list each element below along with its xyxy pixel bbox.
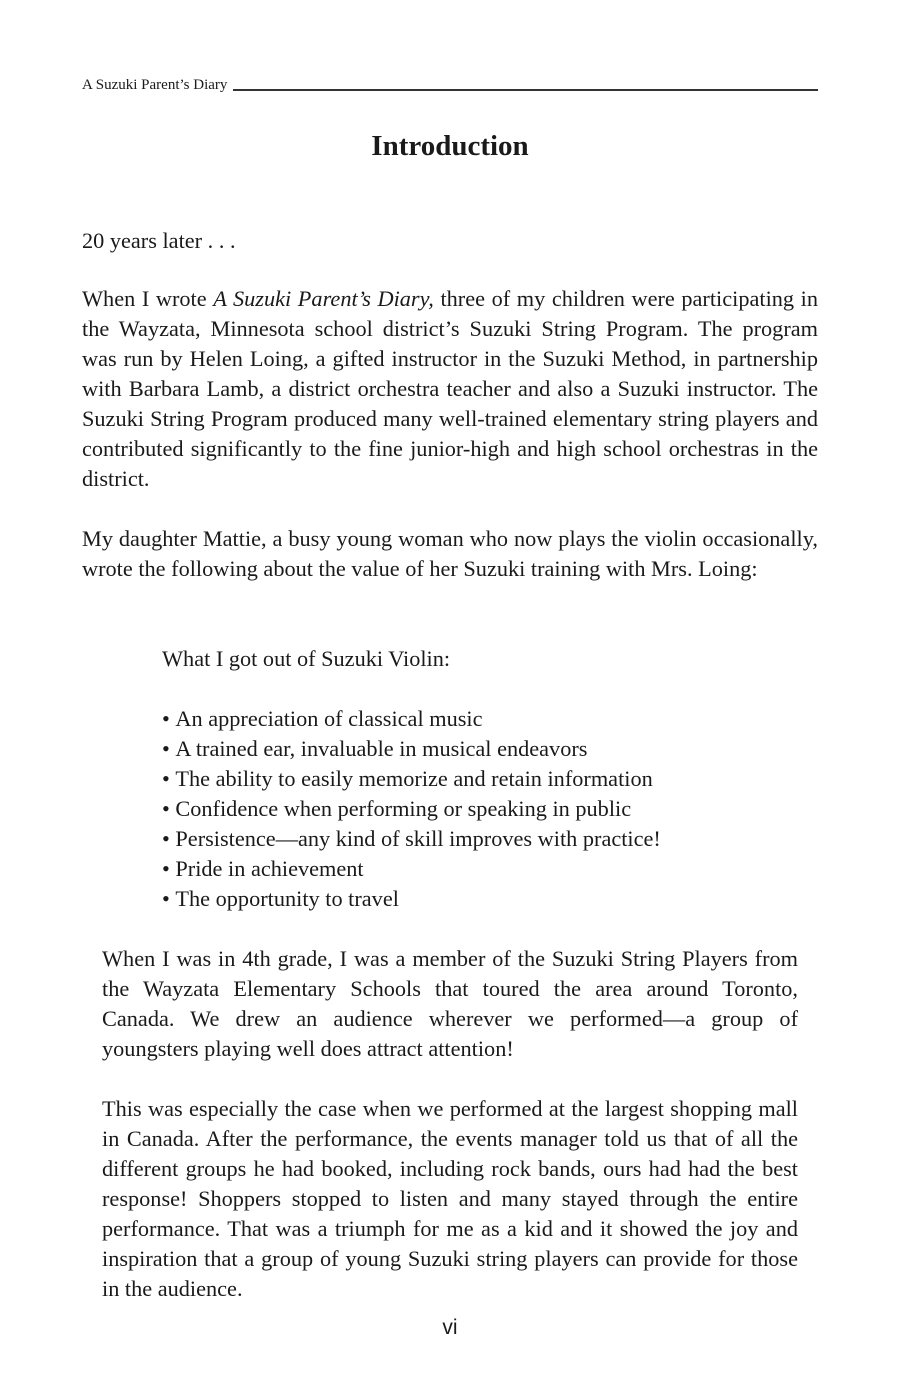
- page-number: vi: [442, 1316, 458, 1339]
- running-head-title: A Suzuki Parent’s Diary: [82, 77, 228, 93]
- paragraph-2: My daughter Mattie, a busy young woman who now plays the violin occasionally, wrote the following about the value of her Suzuki training with Mrs. Loing:: [82, 526, 818, 581]
- running-head: [82, 76, 818, 94]
- quote-heading: What I got out of Suzuki Violin:: [162, 646, 451, 671]
- quote-paragraph-2: This was especially the case when we performed at the largest shopping mall in Canada. After the performance, the events manager told us that of all the different groups he had booked, including rock bands, ours had had the best response! Shoppers stopped to listen and many stayed through the entire performance. That was a triumph for me as a kid and it showed the joy and inspiration that a group of young Suzuki string players can provide for those in the audience.: [102, 1096, 798, 1301]
- list-item: • The opportunity to travel: [162, 884, 661, 914]
- chapter-title: Introduction: [371, 130, 529, 162]
- list-item: • Confidence when performing or speaking in public: [162, 794, 661, 824]
- paragraph-1-post: three of my children were participating in the Wayzata, Minnesota school district’s Suzuki String Program. The program was run by Helen Loing, a gifted instructor in the Suzuki Method, in partnership with Barbara Lamb, a district orchestra teacher and also a Suzuki instructor. The Suzuki String Program produced many well-trained elementary string players and contributed significantly to the fine junior-high and high school orchestras in the district.: [82, 286, 819, 491]
- list-item: • A trained ear, invaluable in musical endeavors: [162, 734, 661, 764]
- book-title: A Suzuki Parent’s Diary,: [213, 286, 434, 311]
- list-item: • The ability to easily memorize and retain information: [162, 764, 661, 794]
- quote-paragraph-1: When I was in 4th grade, I was a member of the Suzuki String Players from the Wayzata Elementary Schools that toured the area around Toronto, Canada. We drew an audience wherever we performed—a group of youngsters playing well does attract attention!: [102, 946, 798, 1061]
- lead-line: 20 years later . . .: [82, 228, 236, 253]
- benefits-list: [162, 704, 661, 914]
- running-head-rule: [233, 89, 818, 91]
- list-item: • Pride in achievement: [162, 854, 661, 884]
- list-item: • An appreciation of classical music: [162, 704, 661, 734]
- paragraph-1: [82, 284, 818, 494]
- paragraph-1-pre: When I wrote: [82, 286, 214, 311]
- list-item: • Persistence—any kind of skill improves with practice!: [162, 824, 661, 854]
